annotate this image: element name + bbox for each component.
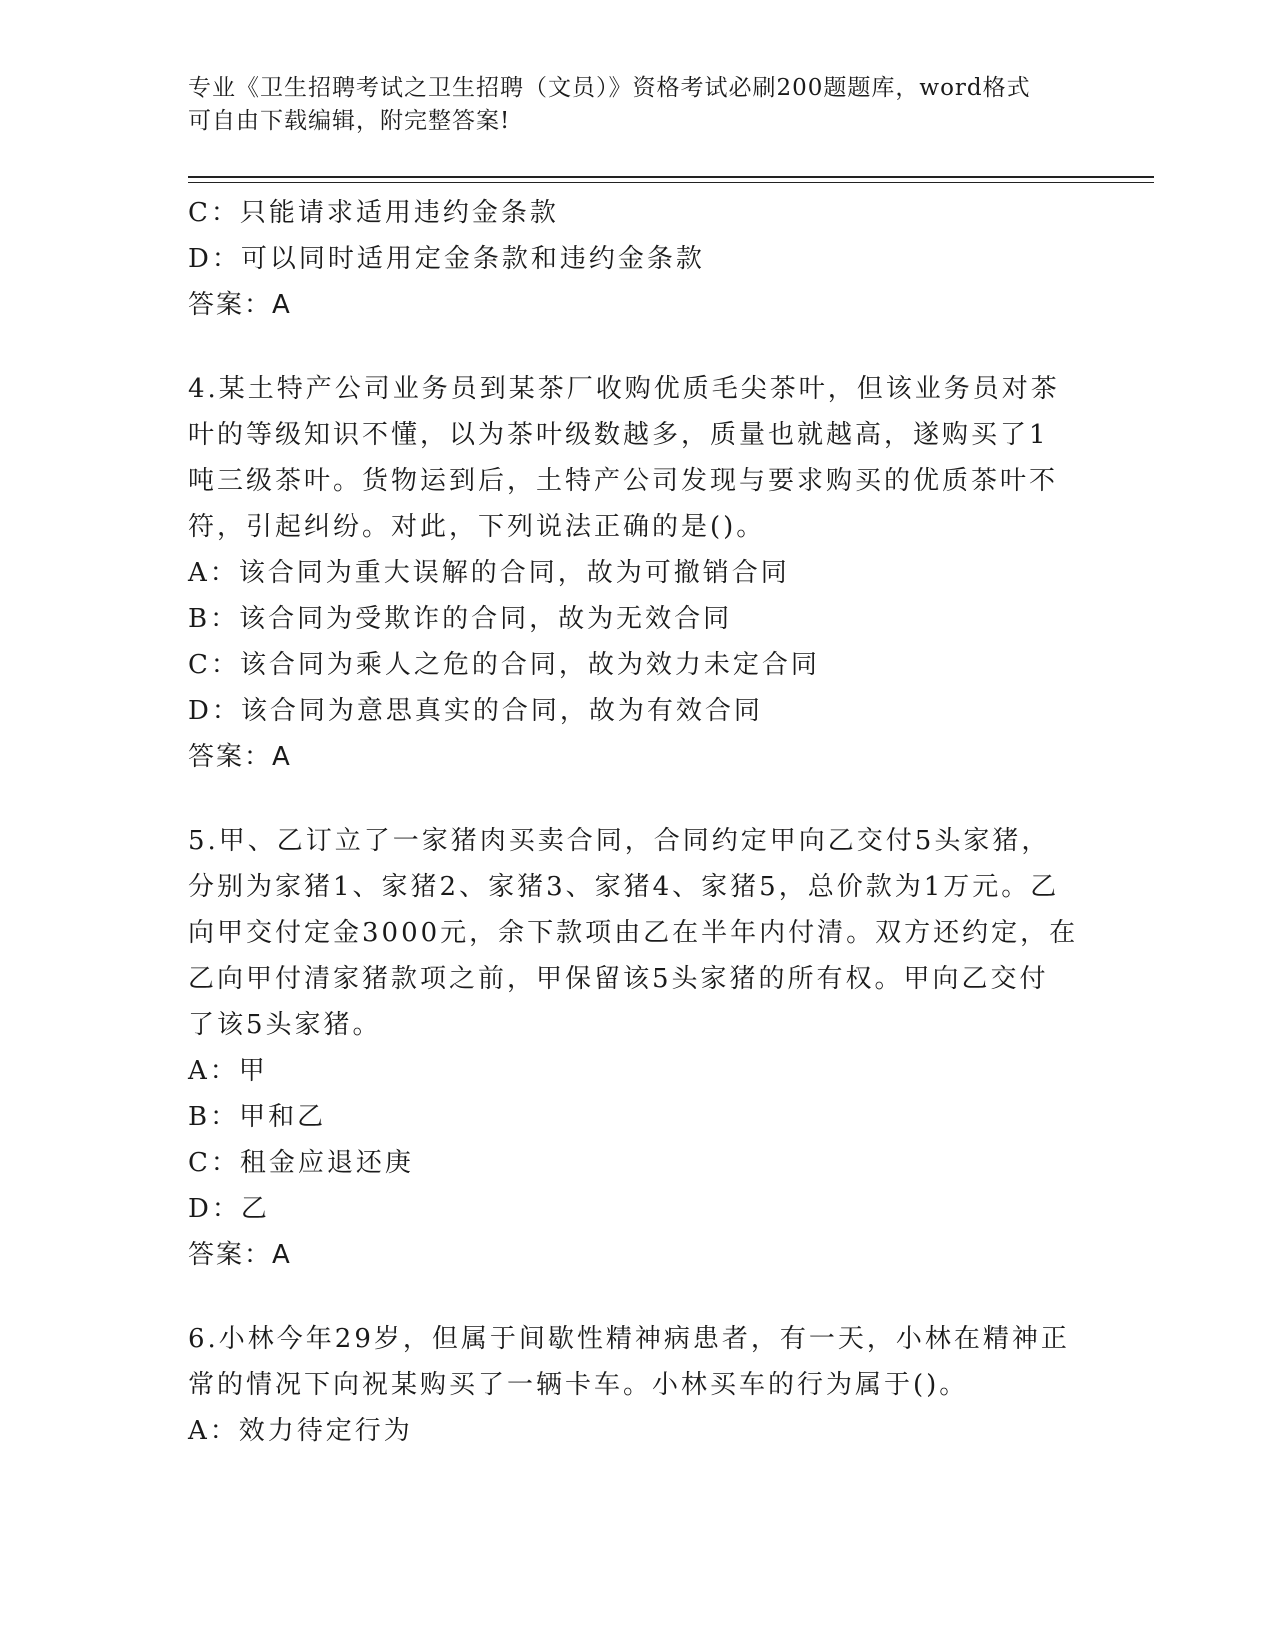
question-text-line: 常的情况下向祝某购买了一辆卡车。小林买车的行为属于()。: [188, 1370, 969, 1400]
header-line-2: 可自由下载编辑，附完整答案!: [188, 108, 511, 134]
question-text-line: 乙向甲付清家猪款项之前，甲保留该5头家猪的所有权。甲向乙交付: [188, 964, 1049, 994]
question-text-line: 分别为家猪1、家猪2、家猪3、家猪4、家猪5，总价款为1万元。乙: [188, 872, 1060, 902]
option-d: D：乙: [188, 1194, 270, 1224]
option-b: B：甲和乙: [188, 1102, 327, 1132]
question-text-line: 5.甲、乙订立了一家猪肉买卖合同，合同约定甲向乙交付5头家猪，: [188, 826, 1051, 856]
answer-line: 答案：A: [188, 290, 292, 320]
question-text-line: 6.小林今年29岁，但属于间歇性精神病患者，有一天，小林在精神正: [188, 1324, 1070, 1354]
option-c: C：租金应退还庚: [188, 1148, 414, 1178]
header-divider-thin: [188, 182, 1154, 183]
header-line-1: 专业《卫生招聘考试之卫生招聘（文员）》资格考试必刷200题题库，word格式: [188, 75, 1031, 101]
answer-line: 答案：A: [188, 742, 292, 772]
question-text-line: 向甲交付定金3000元，余下款项由乙在半年内付清。双方还约定，在: [188, 918, 1079, 948]
question-text-line: 符，引起纠纷。对此，下列说法正确的是()。: [188, 512, 766, 542]
option-b: B：该合同为受欺诈的合同，故为无效合同: [188, 604, 733, 634]
document-body: [188, 190, 1088, 1454]
option-c: C：该合同为乘人之危的合同，故为效力未定合同: [188, 650, 820, 680]
option-d: D：可以同时适用定金条款和违约金条款: [188, 244, 705, 274]
question-text-line: 叶的等级知识不懂，以为茶叶级数越多，质量也就越高，遂购买了1: [188, 420, 1049, 450]
option-c: C：只能请求适用违约金条款: [188, 198, 559, 228]
question-text-line: 吨三级茶叶。货物运到后，土特产公司发现与要求购买的优质茶叶不: [188, 466, 1059, 496]
question-5: [188, 818, 1088, 1278]
question-6: [188, 1316, 1088, 1454]
option-a: A：效力待定行为: [188, 1416, 413, 1446]
option-a: A：该合同为重大误解的合同，故为可撤销合同: [188, 558, 790, 588]
question-text-line: 4.某土特产公司业务员到某茶厂收购优质毛尖茶叶，但该业务员对茶: [188, 374, 1060, 404]
document-header: [188, 72, 1068, 138]
option-d: D：该合同为意思真实的合同，故为有效合同: [188, 696, 763, 726]
option-a: A：甲: [188, 1056, 268, 1086]
answer-line: 答案：A: [188, 1240, 292, 1270]
question-text-line: 了该5头家猪。: [188, 1010, 382, 1040]
question-3-tail: [188, 190, 1088, 328]
header-divider-thick: [188, 176, 1154, 178]
question-4: [188, 366, 1088, 780]
